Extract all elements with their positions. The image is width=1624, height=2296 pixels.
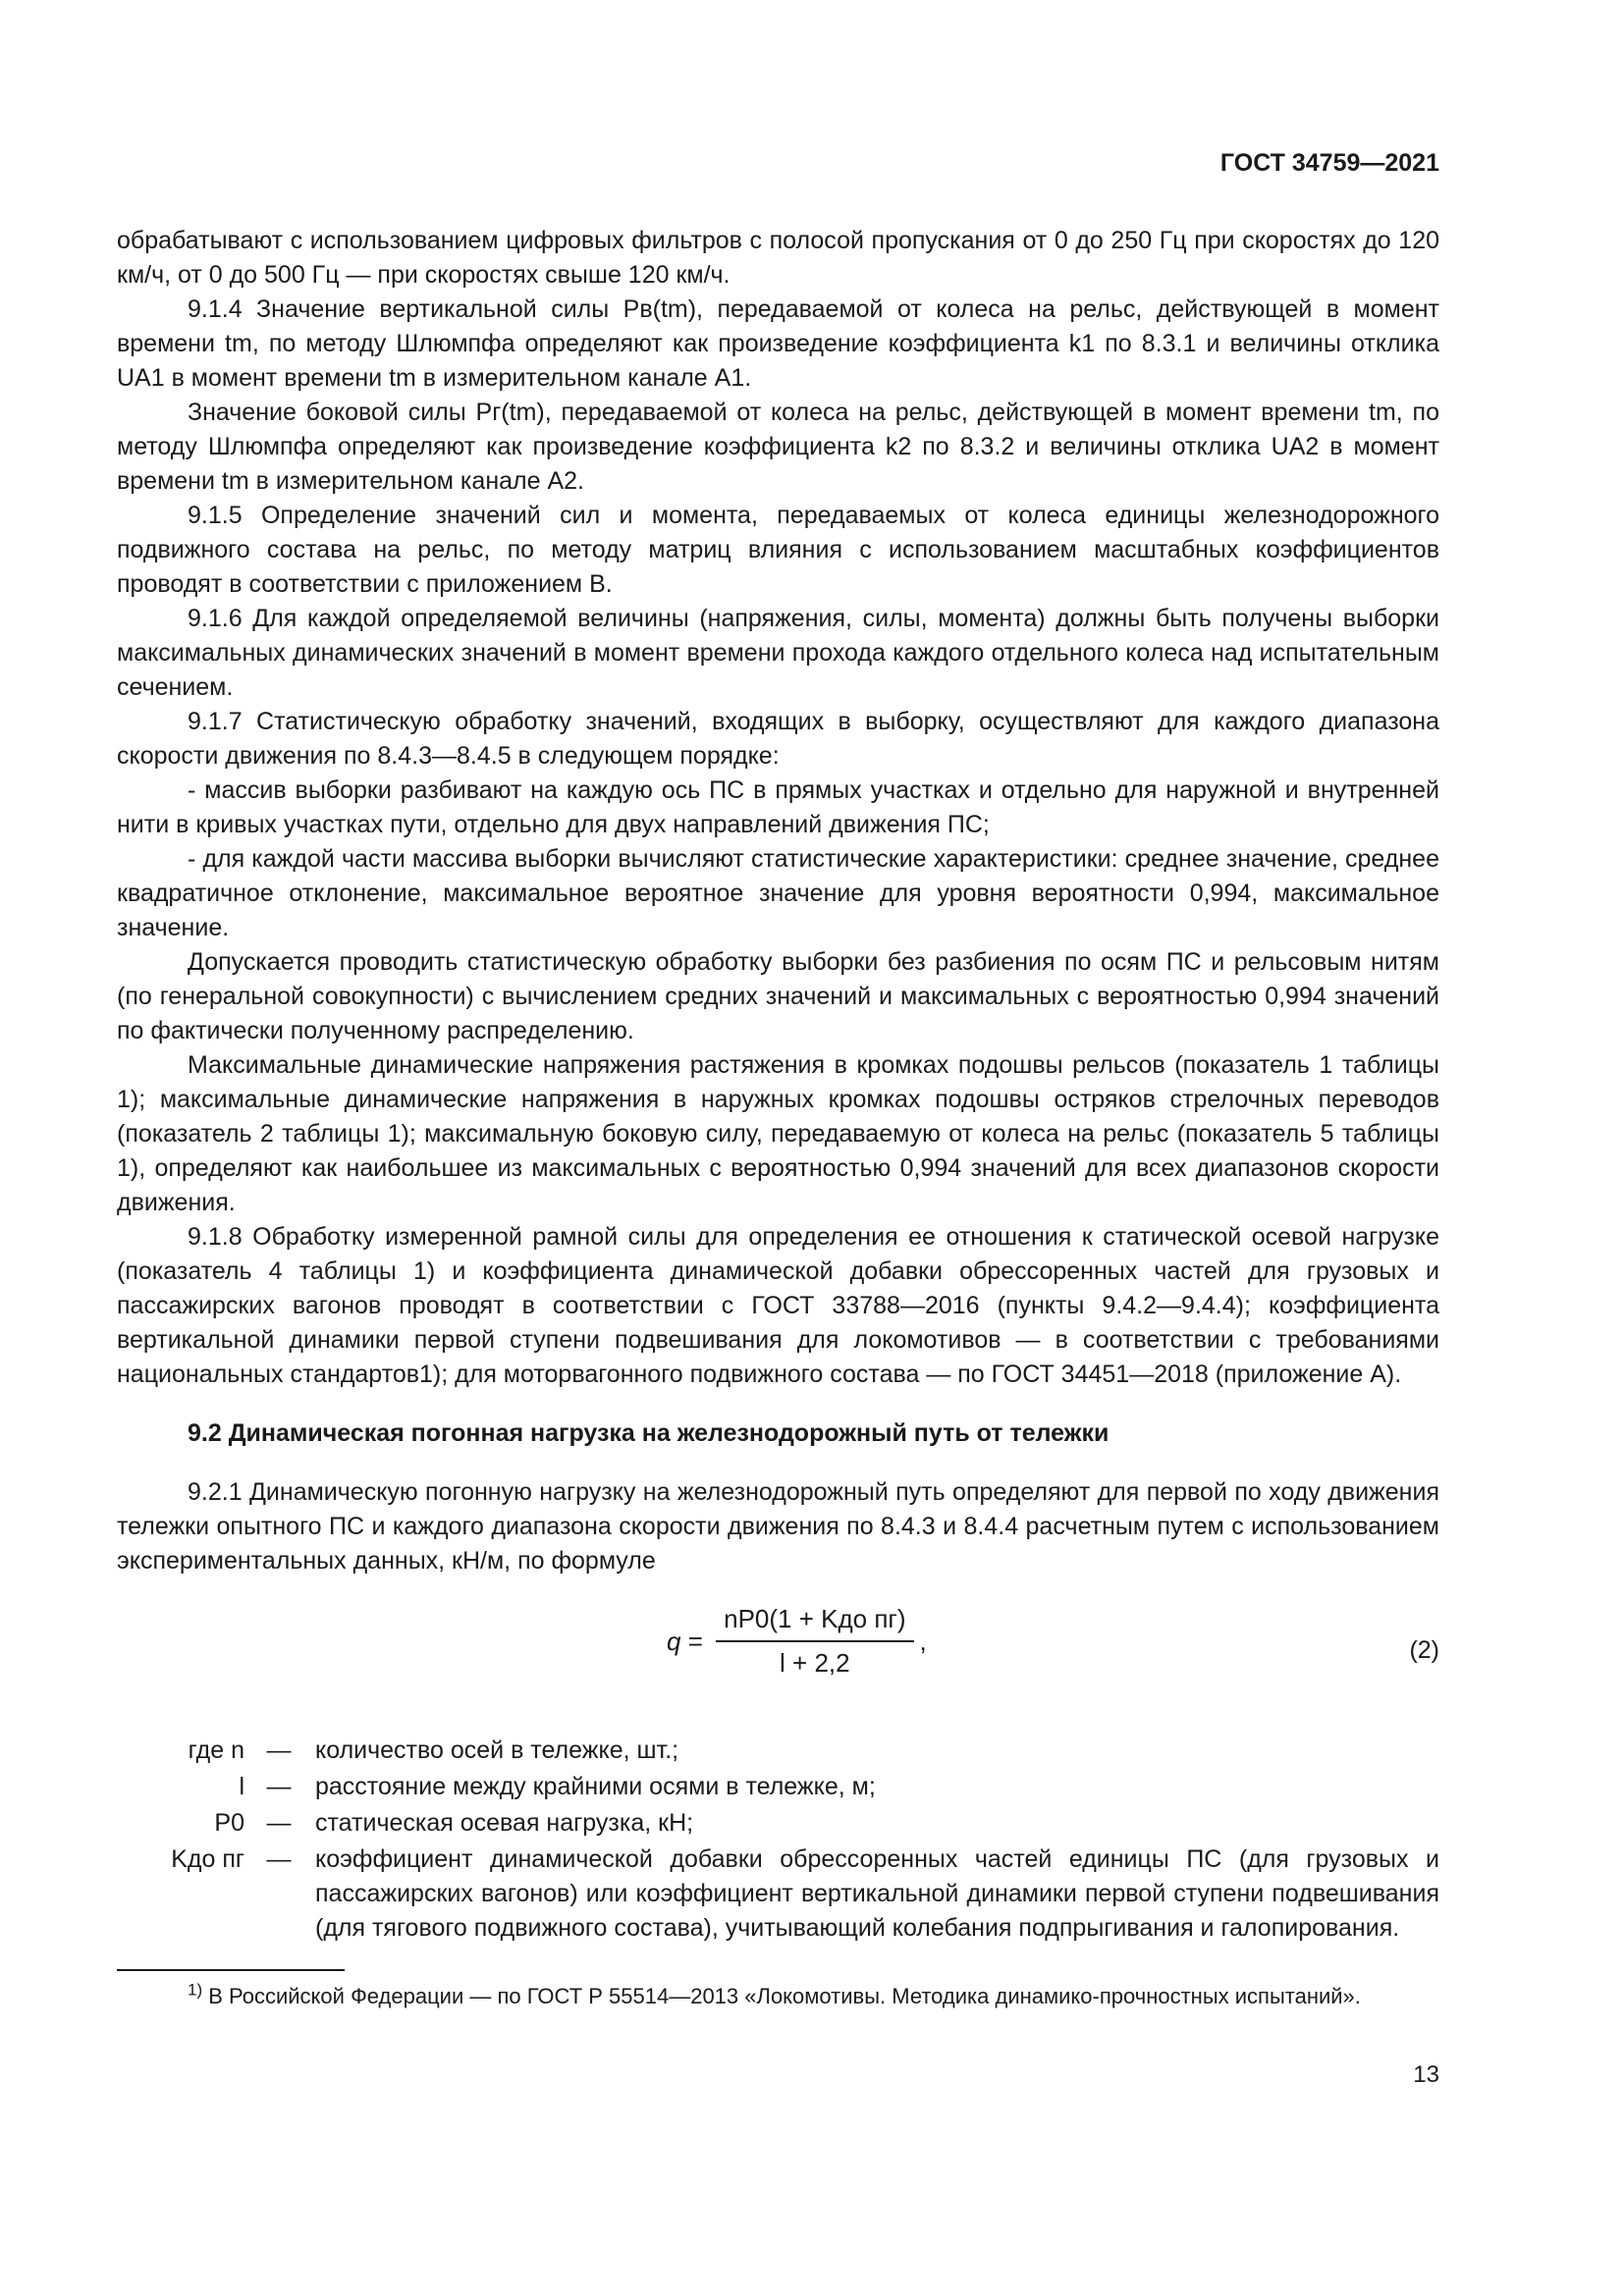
legend-symbol: где n [188, 1736, 244, 1764]
legend-dash: — [266, 1773, 292, 1800]
paragraph: обрабатывают с использованием цифровых фильтров с полосой пропускания от 0 до 250 Гц при скоростях до 120 км/ч, от 0 до 500 Гц — при скоростях свыше 120 км/ч. [117, 227, 1439, 289]
legend-row [117, 1842, 1439, 1948]
page-number: 13 [1413, 2061, 1439, 2088]
legend-dash: — [266, 1736, 292, 1764]
equals-sign: = [680, 1626, 711, 1656]
formula-comma: , [919, 1626, 927, 1656]
paragraph: Максимальные динамические напряжения растяжения в кромках подошвы рельсов (показатель 1 таблицы 1); максимальные динамические напряжения в наружных кромках подошвы остряков стрелочных переводов (показатель 2 таблицы 1); максимальную боковую силу, передаваемую от колеса на рельс (показатель 5 таблицы 1), определяют как наибольшее из максимальных с вероятностью 0,994 значений для всех диапазонов скорости движения. [117, 1051, 1439, 1216]
document-id: ГОСТ 34759—2021 [1219, 149, 1439, 177]
formula-lhs: q [667, 1626, 681, 1656]
legend-row [117, 1770, 1439, 1806]
fraction [716, 1602, 913, 1681]
legend-row [117, 1734, 1439, 1770]
paragraph-9-1-8: 9.1.8 Обработку измеренной рамной силы для определения ее отношения к статической осевой нагрузке (показатель 4 таблицы 1) и коэффициента динамической добавки обрессоренных частей для грузовых и пассажирских вагонов проводят в соответствии с ГОСТ 33788—2016 (пункты 9.4.2—9.4.4); коэффициента вертикальной динамики первой ступени подвешивания для локомотивов — в соответствии с требованиями национальных стандартов1); для моторвагонного подвижного состава — по ГОСТ 34451—2018 (приложение А). [117, 1223, 1439, 1388]
paragraph-9-1-6: 9.1.6 Для каждой определяемой величины (напряжения, силы, момента) должны быть получены выборки максимальных динамических значений в момент времени прохода каждого отдельного колеса над испытательным сечением. [117, 605, 1439, 701]
paragraph-lateral-force: Значение боковой силы Pг(tm), передаваемой от колеса на рельс, действующей в момент времени tm, по методу Шлюмпфа определяют как произведение коэффициента k2 по 8.3.2 и величины отклика UA2 в момент времени tm в измерительном канале A2. [117, 399, 1439, 495]
legend-row [117, 1806, 1439, 1842]
footnote-divider [117, 1969, 345, 1971]
legend-description: количество осей в тележке, шт.; [315, 1736, 679, 1764]
variable-legend [117, 1734, 1439, 1948]
list-item: - для каждой части массива выборки вычисляют статистические характеристики: среднее значение, среднее квадратичное отклонение, максимальное вероятное значение для уровня вероятности 0,994, максимальное значение. [117, 845, 1439, 941]
paragraph-9-1-5: 9.1.5 Определение значений сил и момента, передаваемых от колеса единицы железнодорожного подвижного состава на рельс, по методу матриц влияния с использованием масштабных коэффициентов проводят в соответствии с приложением В. [117, 502, 1439, 598]
footnote-text: В Российской Федерации — по ГОСТ Р 55514—2013 «Локомотивы. Методика динамико-прочностных испытаний». [208, 1984, 1361, 2008]
footnote [117, 1981, 1439, 2011]
formula [667, 1602, 927, 1681]
formula-numerator: nP0(1 + Kдо пг) [716, 1602, 913, 1642]
legend-dash: — [266, 1845, 292, 1873]
paragraph: Допускается проводить статистическую обработку выборки без разбиения по осям ПС и рельсовым нитям (по генеральной совокупности) с вычислением средних значений и максимальных с вероятностью 0,994 значений по фактически полученному распределению. [117, 948, 1439, 1044]
legend-symbol: l [239, 1773, 244, 1800]
legend-description: коэффициент динамической добавки обрессоренных частей единицы ПС (для грузовых и пассажирских вагонов) или коэффициент вертикальной динамики первой ступени подвешивания (для тягового подвижного состава), учитывающий колебания подпрыгивания и галопирования. [315, 1845, 1439, 1942]
legend-description: статическая осевая нагрузка, кН; [315, 1809, 694, 1837]
footnote-marker: 1) [188, 1980, 203, 2000]
formula-denominator: l + 2,2 [780, 1648, 850, 1678]
legend-symbol: Kдо пг [171, 1845, 244, 1873]
formula-block [117, 1596, 1439, 1714]
legend-symbol: P0 [214, 1809, 244, 1837]
paragraph-9-1-7: 9.1.7 Статистическую обработку значений, входящих в выборку, осуществляют для каждого диапазона скорости движения по 8.4.3—8.4.5 в следующем порядке: [117, 708, 1439, 770]
paragraph-9-2-1: 9.2.1 Динамическую погонную нагрузку на железнодорожный путь определяют для первой по ходу движения тележки опытного ПС и каждого диапазона скорости движения по 8.4.3 и 8.4.4 расчетным путем с использованием экспериментальных данных, кН/м, по формуле [117, 1478, 1439, 1575]
page-body [117, 224, 1439, 1948]
legend-description: расстояние между крайними осями в тележке, м; [315, 1773, 876, 1800]
section-heading-9-2: 9.2 Динамическая погонная нагрузка на железнодорожный путь от тележки [188, 1419, 1110, 1447]
paragraph-9-1-4: 9.1.4 Значение вертикальной силы Pв(tm), передаваемой от колеса на рельс, действующей в момент времени tm, по методу Шлюмпфа определяют как произведение коэффициента k1 по 8.3.1 и величины отклика UA1 в момент времени tm в измерительном канале A1. [117, 295, 1439, 392]
list-item: - массив выборки разбивают на каждую ось ПС в прямых участках и отдельно для наружной и внутренней нити в кривых участках пути, отдельно для двух направлений движения ПС; [117, 776, 1439, 838]
formula-number: (2) [1409, 1636, 1439, 1664]
legend-dash: — [266, 1809, 292, 1837]
